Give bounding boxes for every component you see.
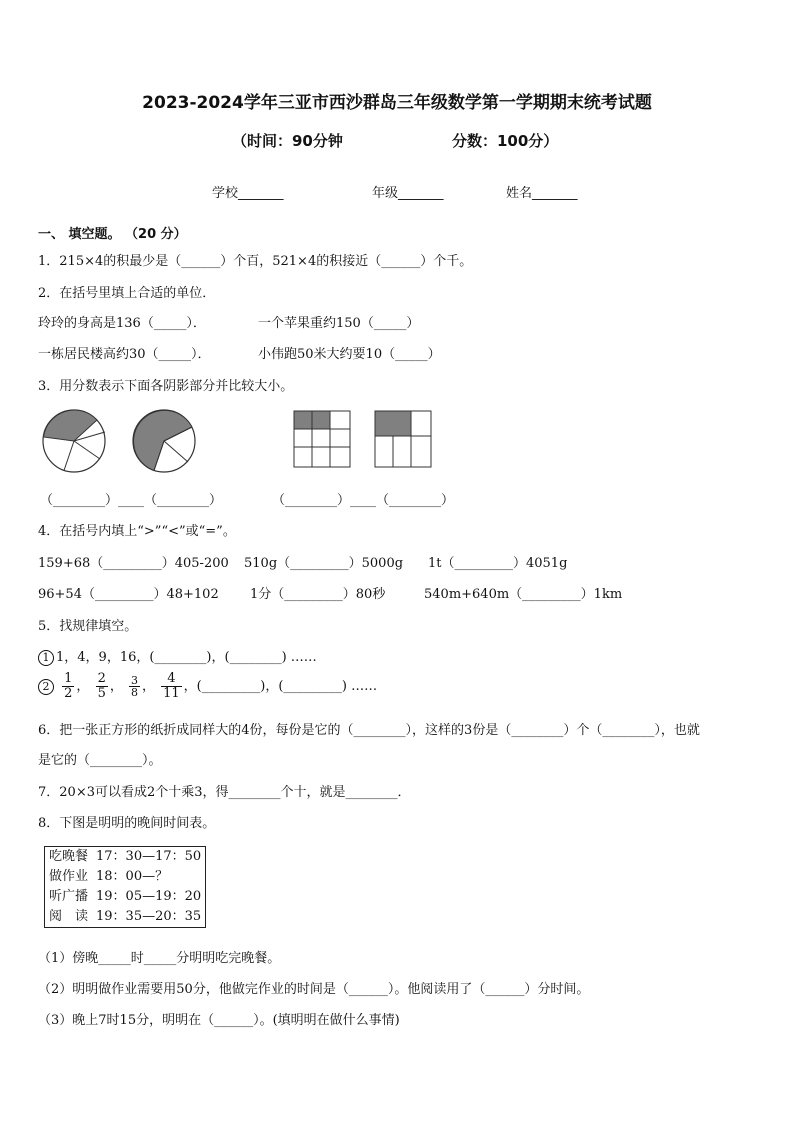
grid-figure-2 <box>374 410 432 468</box>
question-8-stem: 8．下图是明明的晚间时间表。 <box>38 816 216 831</box>
circled-number-1: 1 <box>38 650 54 666</box>
fraction-3: $\frac{3}{8}$ <box>130 674 138 699</box>
table-row: 阅 读 19：35—20：35 <box>49 909 202 924</box>
sequence-2-tail: ，(_________)，(_________) …… <box>183 679 378 694</box>
question-1: 1．215×4的积最少是（______）个百，521×4的积接近（______）个千。 <box>38 254 473 269</box>
question-2a: 玲玲的身高是136（_____）． <box>38 316 206 331</box>
question-5-seq2: 2 $\frac{1}{2}$ ， $\frac{2}{5}$ ， $\frac{3}{8}$ ， $\frac{4}{11}$ ，(_________)，(_________) …… <box>38 672 377 701</box>
question-4-r2b: 1分（_________）80秒 <box>250 587 386 602</box>
question-4-r2a: 96+54（_________）48+102 <box>38 587 219 602</box>
question-3-blanks-left: （________）____（________） <box>40 493 223 508</box>
question-8-part2: （2）明明做作业需要用50分，他做完作业的时间是（______）。他阅读用了（______）分时间。 <box>38 982 590 997</box>
fraction-2: $\frac{2}{5}$ <box>97 671 106 701</box>
grade-field: 年级_______ <box>372 186 444 201</box>
pie-figure-1 <box>40 407 108 475</box>
table-row: 听广播 19：05—19：20 <box>49 889 202 904</box>
schedule-table <box>44 846 206 928</box>
question-6-line2: 是它的（________）。 <box>38 753 162 768</box>
table-row: 吃晚餐 17：30—17：50 <box>49 849 202 864</box>
page-title: 2023-2024学年三亚市西沙群岛三年级数学第一学期期末统考试题 <box>142 93 652 113</box>
question-4-r1b: 510g（_________）5000g <box>244 556 404 571</box>
question-2b: 一个苹果重约150（_____） <box>258 316 420 331</box>
school-field: 学校_______ <box>212 186 284 201</box>
question-3-stem: 3．用分数表示下面各阴影部分并比较大小。 <box>38 379 294 394</box>
question-4-r2c: 540m+640m（_________）1km <box>424 587 623 602</box>
question-2-stem: 2．在括号里填上合适的单位． <box>38 286 216 301</box>
sequence-1: 1，4，9，16，(________)，(________) …… <box>56 650 317 665</box>
question-8-part3: （3）晚上7时15分，明明在（______）。(填明明在做什么事情) <box>38 1013 400 1028</box>
question-6-line1: 6．把一张正方形的纸折成同样大的4份，每份是它的（________），这样的3份是（________）个（________），也就 <box>38 723 700 738</box>
question-4-r1c: 1t（_________）4051g <box>428 556 568 571</box>
question-2d: 小伟跑50米大约要10（_____） <box>258 347 441 362</box>
question-5-stem: 5．找规律填空。 <box>38 619 138 634</box>
exam-score: 分数：100分） <box>452 132 559 150</box>
question-2c: 一栋居民楼高约30（_____）． <box>38 347 211 362</box>
section-title: 一、 填空题。 （20 分） <box>38 227 187 242</box>
exam-time: （时间：90分钟 <box>232 132 343 150</box>
pie-figure-2 <box>130 407 198 475</box>
fraction-1: $\frac{1}{2}$ <box>64 671 73 701</box>
question-4-stem: 4．在括号内填上“>”“<”或“=”。 <box>38 524 236 539</box>
question-3-blanks-right: （________）____（________） <box>272 493 455 508</box>
question-7: 7．20×3可以看成2个十乘3，得________个十，就是________． <box>38 785 411 800</box>
grid-figure-1 <box>293 410 351 468</box>
question-8-part1: （1）傍晚_____时_____分明明吃完晚餐。 <box>38 951 281 966</box>
question-5-seq1 <box>38 646 317 666</box>
table-row: 做作业 18：00—？ <box>49 869 169 884</box>
question-4-r1a: 159+68（_________）405-200 <box>38 556 229 571</box>
fraction-4: $\frac{4}{11}$ <box>163 671 180 701</box>
name-field: 姓名_______ <box>506 186 578 201</box>
circled-number-2: 2 <box>38 679 54 695</box>
